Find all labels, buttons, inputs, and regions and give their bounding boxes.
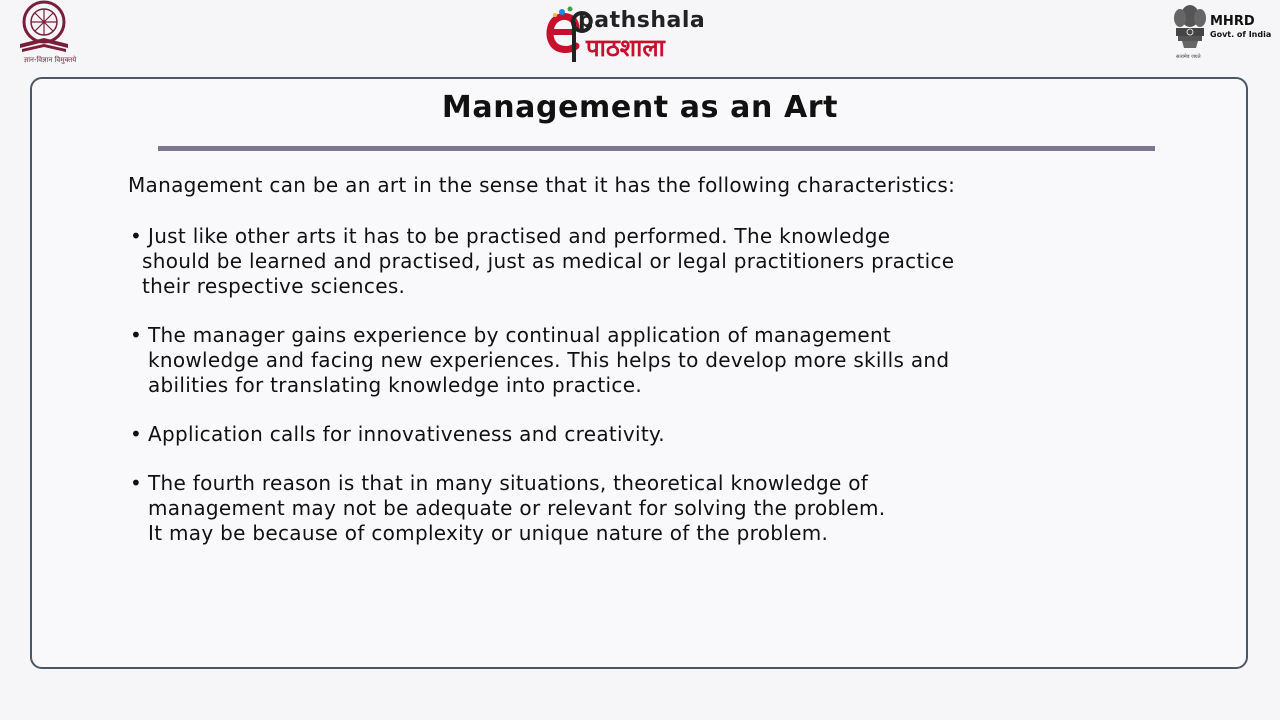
intro-text: Management can be an art in the sense that it has the following characteristics: [128,173,956,197]
header-bar [0,0,1280,72]
bullet-marker: • [130,323,143,347]
bullet-line: The fourth reason is that in many situations, theoretical knowledge of [148,471,869,495]
bullet-marker: • [130,471,143,495]
bullet-item [128,323,1128,398]
bullet-item [128,471,1128,546]
title-divider [158,146,1155,151]
mhrd-logo [1170,2,1274,64]
mhrd-caption: सत्यमेव जयते [1176,54,1201,60]
ugc-logo [10,0,77,68]
bullet-marker: • [130,422,143,446]
bullet-line: knowledge and facing new experiences. This helps to develop more skills and [148,348,950,372]
epathshala-logo [546,4,730,66]
bullet-item [128,422,1128,447]
bullet-line: management may not be adequate or relevant for solving the problem. [148,496,886,520]
bullet-marker: • [130,224,143,248]
bullet-line: Application calls for innovativeness and creativity. [148,422,665,446]
bullet-line: should be learned and practised, just as medical or legal practitioners practice [142,249,955,273]
ashoka-emblem-icon [1172,2,1208,56]
ugc-caption: ज्ञान-विज्ञान विमुक्तये [23,56,77,64]
bullet-line: their respective sciences. [142,274,406,298]
mhrd-title: MHRD [1210,14,1255,29]
slide-content [128,171,1128,570]
bullet-line: Just like other arts it has to be practised and performed. The knowledge [148,224,891,248]
slide-title: Management as an Art [441,90,839,125]
bullet-line: The manager gains experience by continual application of management [148,323,892,347]
bullet-line: It may be because of complexity or unique nature of the problem. [148,521,829,545]
mhrd-subtitle: Govt. of India [1210,30,1272,39]
bullet-item [128,224,1128,299]
epathshala-hindi-text: पाठशाला [586,34,665,62]
epathshala-english-text: pathshala [578,8,706,33]
ugc-emblem-icon [14,0,74,56]
bullet-line: abilities for translating knowledge into practice. [148,373,642,397]
